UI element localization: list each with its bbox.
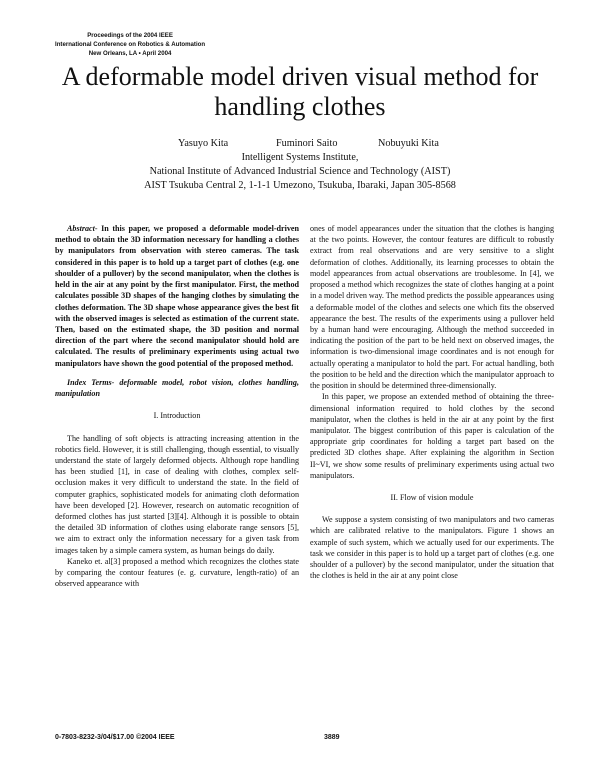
section-heading-flow: II. Flow of vision module <box>390 493 474 503</box>
copyright-footer: 0-7803-8232-3/04/$17.00 ©2004 IEEE <box>55 734 175 741</box>
right-column <box>310 223 554 582</box>
abstract-label: Abstract- <box>67 224 98 233</box>
proceedings-line: International Conference on Robotics & Automation <box>55 41 206 48</box>
body-paragraph: ones of model appearances under the situation that the clothes is hanging at the two points. However, the contour features are difficult to robustly extract from real observations and are very sensitive to a slight deformation of clothes. Additionally, its learning processes to obtain the model appearances from actual observations are troublesome. In [4], we proposed a method which recognizes the state of clothes hanging at a point in a model driven way. The method predicts the possible appearances using a deformable model of the clothes and selects one which fits the observed appearance the best. The results of the experiments using a pullover held by a human hand were encouraging. Although the method succeeded in indicating the position of the part to be held next on observed images, the information is two-dimensional image coordinates and is not enough for actually operating a manipulator to hold the part. For actual handling, both the position to be held and the direction which the manipulator approach to the position in should be determined three-dimensionally. <box>310 224 554 391</box>
paper-title-line: handling clothes <box>214 92 386 121</box>
affiliation-line: AIST Tsukuba Central 2, 1-1-1 Umezono, Tsukuba, Ibaraki, Japan 305-8568 <box>144 180 456 191</box>
body-paragraph: Kaneko et. al[3] proposed a method which recognizes the clothes state by comparing the contour features (e. g. curvature, length-ratio) of an observed appearance with <box>55 556 299 589</box>
affiliation <box>0 151 600 193</box>
affiliation-line: Intelligent Systems Institute, <box>241 152 359 163</box>
body-paragraph: We suppose a system consisting of two manipulators and two cameras which are calibrated relative to the manipulators. Figure 1 shows an example of such system, which we actually used for our experiments. The task we consider in this paper is to hold up a target part of clothes (e.g. one shoulder of a pullover) by the second manipulator, under the situation that the clothes is held in the air at any point close <box>310 515 554 581</box>
author-name: Fuminori Saito <box>276 138 338 149</box>
body-paragraph: The handling of soft objects is attracting increasing attention in the robotics field. However, it is still challenging, though essential, to visually understand the state of largely deformed objects. Although rope handling has been studied [1], in case of dealing with clothes, complex self-occlusion makes it very difficult to understand the state. In the field of computer graphics, sophisticated models for animating cloth deformation have been developed [2]. However, research on automatic recognition of deformed clothes has just started [3][4]. Although it is possible to obtain the detailed 3D information of clothes using elaborate range sensors [5], we aim to extract only the information necessary for a given task from images taken by a simple camera system, as human beings do daily. <box>55 433 299 555</box>
abstract <box>55 223 299 369</box>
page-number: 3889 <box>324 734 340 741</box>
proceedings-header <box>55 31 205 58</box>
affiliation-line: National Institute of Advanced Industrial Science and Technology (AIST) <box>149 166 451 177</box>
section-heading-introduction: I. Introduction <box>153 411 201 421</box>
author-name: Yasuyo Kita <box>178 138 229 149</box>
proceedings-line: Proceedings of the 2004 IEEE <box>87 32 173 39</box>
author-list <box>0 138 600 152</box>
body-paragraph: In this paper, we propose an extended method of obtaining the three-dimensional information required to hold clothes by the second manipulator, when the clothes is held in the air at any point by the first manipulator. The biggest contribution of this paper is calculation of the appropriate grip coordinates for holding a target part based on the predicted 3D clothes shape. After explaining the algorithm in Section II~VI, we show some results of preliminary experiments using actual two manipulators. <box>310 392 554 480</box>
left-column <box>55 223 299 590</box>
paper-title <box>0 62 600 122</box>
author-name: Nobuyuki Kita <box>378 138 439 149</box>
paper-title-line: A deformable model driven visual method for <box>61 62 539 91</box>
abstract-text: In this paper, we proposed a deformable model-driven method to obtain the 3D information necessary for handling a clothes by manipulators from observation with stereo cameras. The task considered in this paper is to hold up a target part of clothes (e.g. one shoulder of a pullover) by the second manipulator, when the clothes is held in the air at any point by the first manipulator. First, the method calculates possible 3D shapes of the hanging clothes by simulating the clothes deformation. The 3D shape whose appearance gives the best fit with the observed images is selected as estimation of the current state. Then, based on the estimated shape, the 3D position and normal direction of the part where the second manipulator should hold are calculated. The results of preliminary experiments using actual two manipulators have shown the good potential of the proposed method. <box>55 224 299 368</box>
index-terms: Index Terms- deformable model, robot vision, clothes handling, manipulation <box>55 377 299 399</box>
proceedings-line: New Orleans, LA • April 2004 <box>88 50 172 57</box>
